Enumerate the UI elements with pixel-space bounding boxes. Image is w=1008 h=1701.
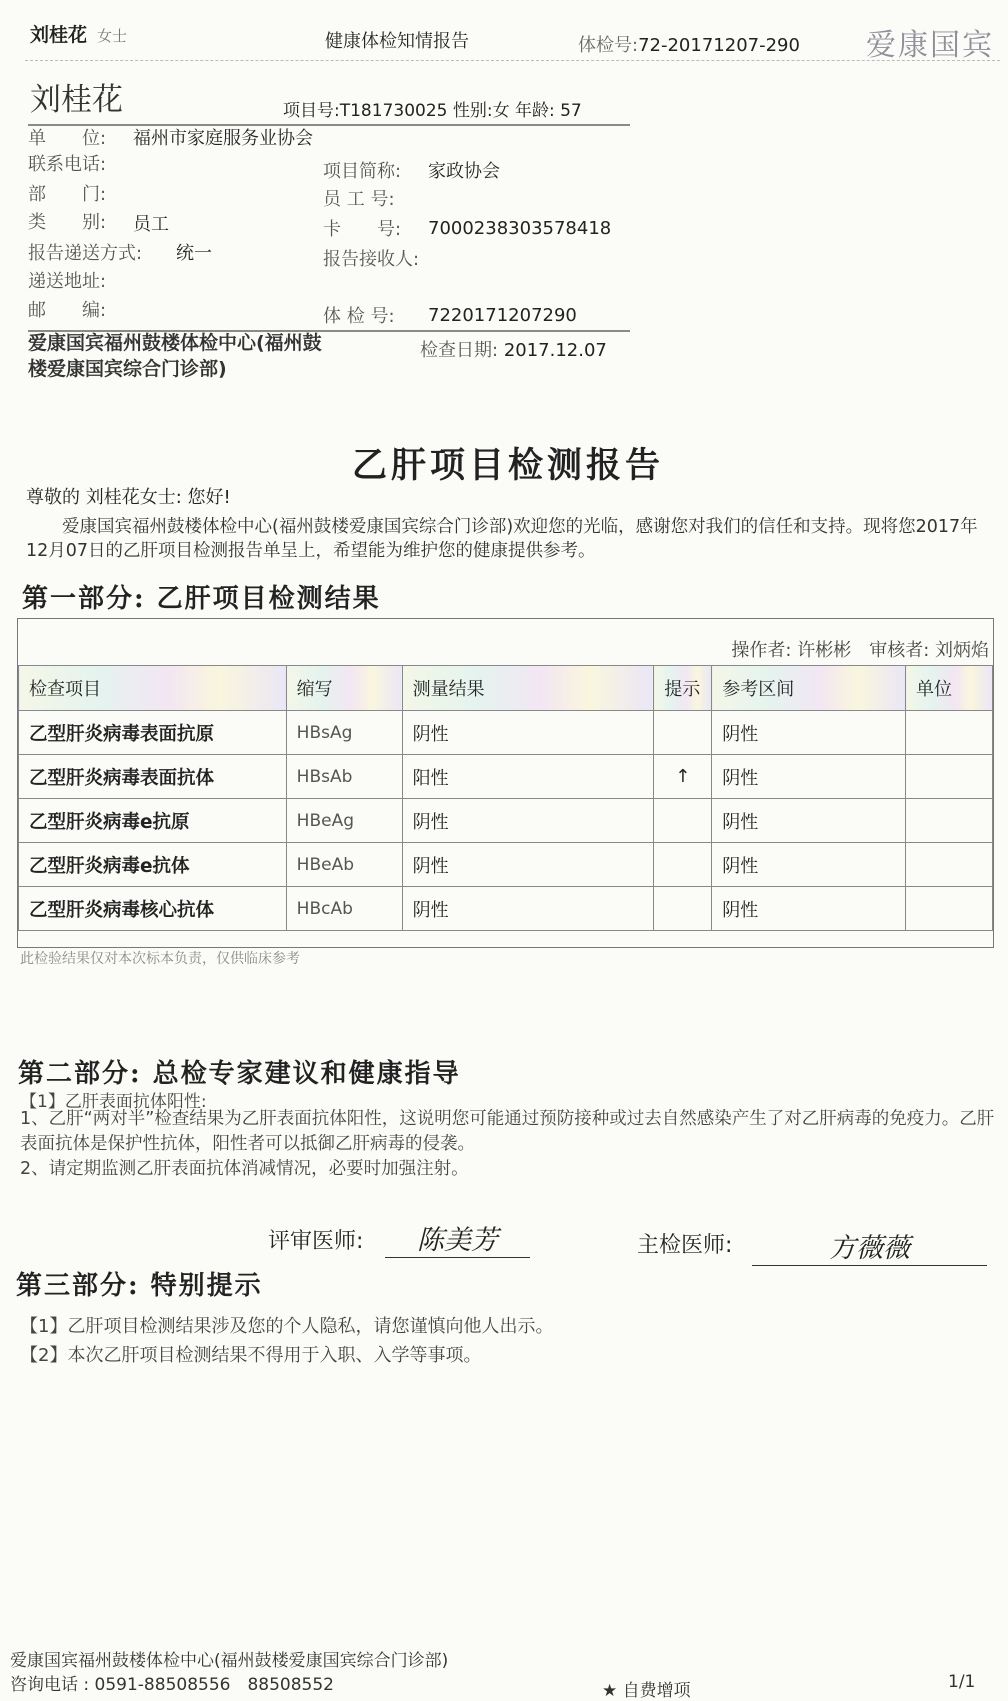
unit-value: 福州市家庭服务业协会 — [133, 128, 313, 149]
project-line: 项目号:T181730025 性别:女 年龄: 57 — [283, 101, 582, 121]
cell-unit — [906, 711, 993, 755]
table-row — [19, 799, 993, 843]
footer-self-pay: ★ 自费增项 — [602, 1681, 691, 1701]
cell-ref: 阴性 — [712, 755, 906, 799]
cell-abbr: HBeAb — [286, 843, 402, 887]
col-header-abbr: 缩写 — [286, 666, 402, 711]
cell-flag-up-arrow-icon: ↑ — [654, 755, 712, 799]
footer-phone: 咨询电话 : 0591-88508556 88508552 — [10, 1675, 334, 1695]
results-table-box — [17, 618, 994, 948]
cell-item: 乙型肝炎病毒核心抗体 — [19, 887, 287, 931]
info-divider-top — [28, 124, 630, 126]
cell-result: 阴性 — [402, 799, 654, 843]
project-short-label: 项目简称: — [323, 161, 402, 182]
special-tip-2: 【2】本次乙肝项目检测结果不得用于入职、入学等事项。 — [20, 1345, 482, 1366]
cell-flag — [654, 711, 712, 755]
reviewer-label: 评审医师: — [268, 1229, 364, 1254]
cell-unit — [906, 799, 993, 843]
cell-abbr: HBsAg — [286, 711, 402, 755]
cell-result: 阴性 — [402, 887, 654, 931]
report-title: 乙肝项目检测报告 — [352, 445, 665, 486]
col-header-unit: 单位 — [906, 666, 993, 711]
cell-flag — [654, 887, 712, 931]
table-row — [19, 843, 993, 887]
exam-no-value: 7220171207290 — [428, 305, 577, 326]
cell-abbr: HBcAb — [286, 887, 402, 931]
delivery-label: 报告递送方式: — [28, 243, 143, 264]
section2-title: 第二部分: 总检专家建议和健康指导 — [18, 1059, 461, 1089]
cell-unit — [906, 843, 993, 887]
category-label: 类 别: — [28, 212, 107, 233]
card-value: 7000238303578418 — [428, 218, 612, 239]
cell-ref: 阴性 — [712, 843, 906, 887]
phone-label: 联系电话: — [28, 154, 107, 175]
table-row — [19, 755, 993, 799]
cell-flag — [654, 799, 712, 843]
card-label: 卡 号: — [323, 219, 402, 240]
section1-title: 第一部分: 乙肝项目检测结果 — [22, 584, 381, 614]
reviewer-signature: 陈美芳 — [385, 1218, 530, 1258]
dept-label: 部 门: — [28, 184, 107, 205]
table-row — [19, 887, 993, 931]
col-header-result: 测量结果 — [402, 666, 654, 711]
cell-item: 乙型肝炎病毒表面抗原 — [19, 711, 287, 755]
employee-no-label: 员 工 号: — [323, 189, 395, 210]
cell-ref: 阴性 — [712, 799, 906, 843]
col-header-ref: 参考区间 — [712, 666, 906, 711]
header-patient-name: 刘桂花 女士 — [30, 24, 128, 46]
brand-logo: 爱康国宾 — [866, 28, 994, 63]
cell-ref: 阴性 — [712, 711, 906, 755]
chief-signature: 方薇薇 — [752, 1226, 987, 1266]
postcode-label: 邮 编: — [28, 300, 107, 321]
cell-item: 乙型肝炎病毒e抗体 — [19, 843, 287, 887]
cell-result: 阴性 — [402, 843, 654, 887]
cell-item: 乙型肝炎病毒表面抗体 — [19, 755, 287, 799]
greeting: 尊敬的 刘桂花女士: 您好! — [26, 487, 231, 508]
advice-item-1: 1、乙肝“两对半”检查结果为乙肝表面抗体阳性，这说明您可能通过预防接种或过去自然感染产生了对乙肝病毒的免疫力。乙肝表面抗体是保护性抗体，阳性者可以抵御乙肝病毒的侵袭。 — [20, 1109, 995, 1154]
check-date: 检查日期: 2017.12.07 — [420, 340, 607, 361]
advice-heading: 【1】乙肝表面抗体阳性: — [20, 1092, 207, 1112]
advice-text — [20, 1107, 995, 1182]
page-number: 1/1 — [948, 1672, 976, 1692]
results-table — [18, 665, 993, 931]
project-short-value: 家政协会 — [428, 161, 500, 182]
header-divider — [25, 60, 1000, 61]
section3-title: 第三部分: 特别提示 — [16, 1271, 263, 1301]
report-type-title: 健康体检知情报告 — [325, 31, 469, 52]
receiver-label: 报告接收人: — [323, 249, 420, 270]
unit-label: 单 位: — [28, 128, 107, 149]
exam-center-name: 爱康国宾福州鼓楼体检中心(福州鼓楼爱康国宾综合门诊部) — [28, 332, 322, 380]
advice-item-2: 2、请定期监测乙肝表面抗体消减情况，必要时加强注射。 — [20, 1159, 469, 1179]
cell-result: 阳性 — [402, 755, 654, 799]
category-value: 员工 — [133, 214, 169, 235]
header-exam-number: 体检号:72-20171207-290 — [578, 35, 800, 56]
cell-flag — [654, 843, 712, 887]
chief-label: 主检医师: — [637, 1233, 733, 1258]
intro-paragraph: 爱康国宾福州鼓楼体检中心(福州鼓楼爱康国宾综合门诊部)欢迎您的光临，感谢您对我们的信任和支持。现将您2017年12月07日的乙肝项目检测报告单呈上，希望能为维护您的健康提供参考。 — [26, 517, 978, 561]
col-header-item: 检查项目 — [19, 666, 287, 711]
col-header-flag: 提示 — [654, 666, 712, 711]
cell-item: 乙型肝炎病毒e抗原 — [19, 799, 287, 843]
operator-reviewer: 操作者: 许彬彬 审核者: 刘炳焰 — [731, 640, 989, 661]
cell-ref: 阴性 — [712, 887, 906, 931]
exam-no-label: 体 检 号: — [323, 306, 395, 327]
cell-abbr: HBeAg — [286, 799, 402, 843]
special-tip-1: 【1】乙肝项目检测结果涉及您的个人隐私，请您谨慎向他人出示。 — [20, 1316, 554, 1337]
disclaimer-note: 此检验结果仅对本次标本负责，仅供临床参考 — [20, 951, 300, 967]
cell-unit — [906, 755, 993, 799]
cell-abbr: HBsAb — [286, 755, 402, 799]
address-label: 递送地址: — [28, 271, 107, 292]
table-row — [19, 711, 993, 755]
footer-center: 爱康国宾福州鼓楼体检中心(福州鼓楼爱康国宾综合门诊部) — [10, 1651, 449, 1671]
patient-name: 刘桂花 — [30, 82, 123, 118]
salutation: 女士 — [97, 27, 128, 45]
table-header-row — [19, 666, 993, 711]
cell-unit — [906, 887, 993, 931]
cell-result: 阴性 — [402, 711, 654, 755]
delivery-value: 统一 — [176, 243, 212, 264]
